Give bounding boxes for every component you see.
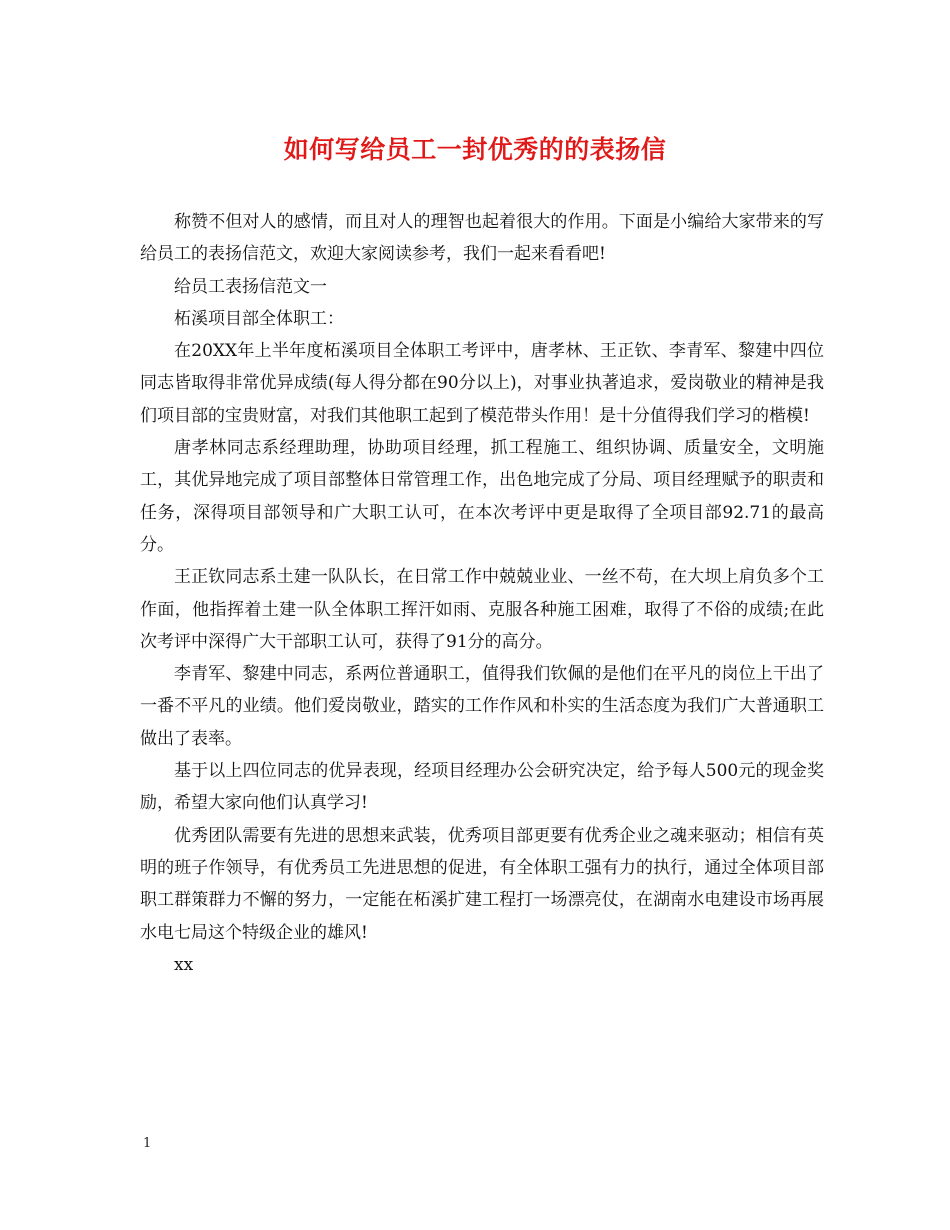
paragraph-tang: 唐孝林同志系经理助理，协助项目经理，抓工程施工、组织协调、质量安全，文明施工，其优异地完成了项目部整体日常管理工作，出色地完成了分局、项目经理赋予的职责和任务，深得项目部领导和广大职工认可，在本次考评中更是取得了全项目部92.71的最高分。 [140, 438, 824, 555]
paragraph-sample-heading: 给员工表扬信范文一 [174, 276, 327, 297]
paragraph-reward: 基于以上四位同志的优异表现，经项目经理办公会研究决定，给予每人500元的现金奖励，希望大家向他们认真学习! [140, 761, 824, 814]
paragraph-salutation: 柘溪项目部全体职工： [174, 308, 344, 329]
paragraph-li-li: 李青军、黎建中同志，系两位普通职工，值得我们钦佩的是他们在平凡的岗位上干出了一番不平凡的业绩。他们爱岗敬业，踏实的工作作风和朴实的生活态度为我们广大普通职工做出了表率。 [140, 664, 824, 749]
page-number: 1 [143, 1136, 152, 1151]
document-body [140, 206, 824, 981]
paragraph-team: 优秀团队需要有先进的思想来武装，优秀项目部更要有优秀企业之魂来驱动；相信有英明的班子作领导，有优秀员工先进思想的促进，有全体职工强有力的执行，通过全体项目部职工群策群力不懈的努力，一定能在柘溪扩建工程打一场漂亮仗，在湖南水电建设市场再展水电七局这个特级企业的雄风! [140, 825, 824, 943]
paragraph-evaluation: 在20XX年上半年度柘溪项目全体职工考评中，唐孝林、王正钦、李青军、黎建中四位同志皆取得非常优异成绩(每人得分都在90分以上)，对事业执著追求，爱岗敬业的精神是我们项目部的宝贵财富，对我们其他职工起到了模范带头作用！是十分值得我们学习的楷模! [140, 341, 824, 426]
paragraph-wang: 王正钦同志系土建一队队长，在日常工作中兢兢业业、一丝不苟，在大坝上肩负多个工作面，他指挥着土建一队全体职工挥汗如雨、克服各种施工困难，取得了不俗的成绩;在此次考评中深得广大干部职工认可，获得了91分的高分。 [140, 567, 824, 652]
paragraph-intro: 称赞不但对人的感情，而且对人的理智也起着很大的作用。下面是小编给大家带来的写给员工的表扬信范文，欢迎大家阅读参考，我们一起来看看吧! [140, 212, 824, 265]
paragraph-signature: xx [174, 954, 194, 975]
document-title: 如何写给员工一封优秀的的表扬信 [283, 135, 667, 164]
